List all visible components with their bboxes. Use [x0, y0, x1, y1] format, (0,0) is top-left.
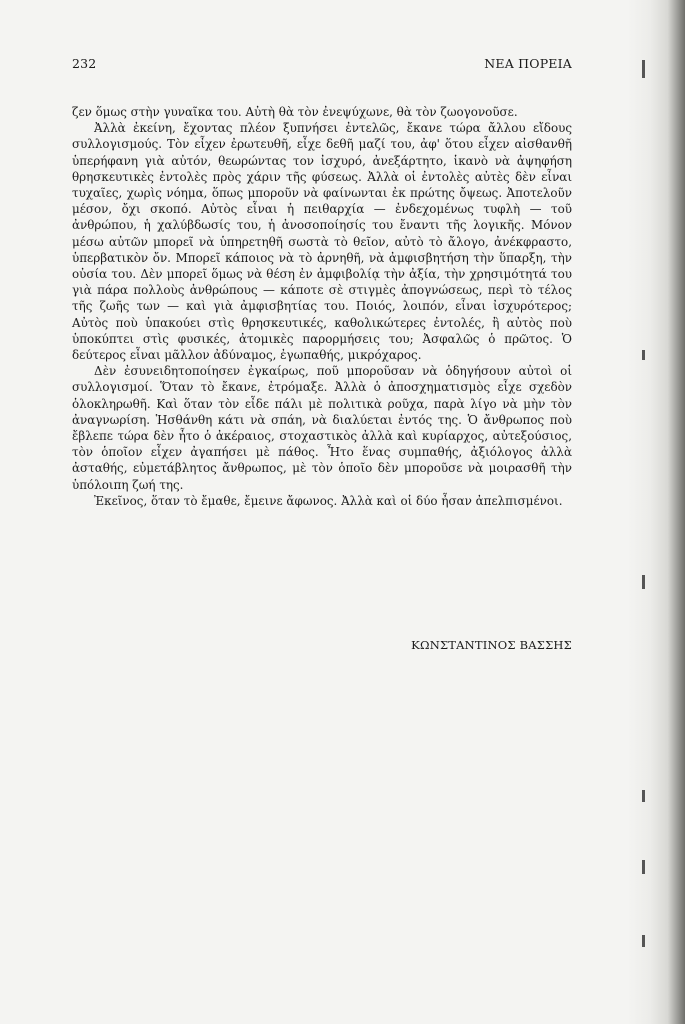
paragraph: Ἀλλὰ ἐκείνη, ἔχοντας πλέον ξυπνήσει ἐντελῶς, ἔκανε τώρα ἄλλου εἴδους συλλογισμούς. Τὸν εἶχεν ἐρωτευθῆ, εἶχε δεθῆ μαζί του, ἀφ' ὅτου εἶχεν αἰσθανθῆ ὑπερήφανη γιὰ αὐτόν, θεωρώντας τον ἰσχυρό, ἀνεξάρτητο, ἱκανὸ νὰ ἀψηφήση θρησκευτικὲς ἐντολὲς πρὸς χάριν τῆς φύσεως. Ἀλλὰ οἱ ἐντολὲς αὐτὲς δὲν εἶναι τυχαῖες, χωρὶς νόημα, ὅπως μποροῦν νὰ φαίνωνται ἐκ πρώτης ὄψεως. Ἀποτελοῦν μέσον, ὄχι σκοπό. Αὐτὸς εἶναι ἡ πειθαρχία — ἐνδεχομένως τυφλὴ — τοῦ ἀνθρώπου, ἡ χαλύβδωσίς του, ἡ ἀνοσοποίησίς του ἔναντι τῆς λογικῆς. Μόνον μέσω αὐτῶν μπορεῖ νὰ ὑπηρετηθῆ σωστὰ τὸ θεῖον, αὐτὸ τὸ ἄλογο, ἀνέκφραστο, ὑπερβατικὸν ὄν. Μπορεῖ κάποιος νὰ τὸ ἀρνηθῆ, νὰ ἀμφισβητήση τὴν ὕπαρξη, τὴν οὐσία του. Δὲν μπορεῖ ὅμως νὰ θέση ἐν ἀμφιβολίᾳ τὴν ἀξία, τὴν χρησιμότητά του γιὰ πάρα πολλοὺς ἀνθρώπους — κάποτε σὲ στιγμὲς ἀπογνώσεως, περὶ τὸ τέλος τῆς ζωῆς των — καὶ γιὰ ἀμφισβητίας του. Ποιός, λοιπόν, εἶναι ἰσχυρότερος; Αὐτὸς ποὺ ὑπακούει στὶς θρησκευτικές, καθολικώτερες ἐντολές, ἢ αὐτὸς ποὺ ὑποκύπτει στὶς φυσικές, ἀτομικὲς παρορμήσεις του; Ἀσφαλῶς ὁ πρῶτος. Ὁ δεύτερος εἶναι μᾶλλον ἀδύναμος, ἐγωπαθής, μικρόχαρος. [72, 121, 572, 363]
binding-mark [642, 350, 645, 360]
binding-mark [642, 60, 645, 78]
journal-title: ΝΕΑ ΠΟΡΕΙΑ [484, 56, 572, 71]
paragraph: Δὲν ἐσυνειδητοποίησεν ἐγκαίρως, ποῦ μποροῦσαν νὰ ὁδηγήσουν αὐτοὶ οἱ συλλογισμοί. Ὅταν τὸ ἔκανε, ἐτρόμαξε. Ἀλλὰ ὁ ἀποσχηματισμὸς εἶχε σχεδὸν ὁλοκληρωθῆ. Καὶ ὅταν τὸν εἶδε πάλι μὲ πολιτικὰ ροῦχα, παρὰ λίγο νὰ μὴν τὸν ἀναγνωρίση. Ἡσθάνθη κάτι νὰ σπάη, νὰ διαλύεται ἐντός της. Ὁ ἄνθρωπος ποὺ ἔβλεπε τώρα δὲν ἦτο ὁ ἀκέραιος, στοχαστικὸς ἀλλὰ καὶ κυρίαρχος, αὐτεξούσιος, τὸν ὁποῖον εἶχεν ἀγαπήσει μὲ πάθος. Ἦτο ἕνας συμπαθής, ἀξιόλογος ἀλλὰ ἀσταθής, εὐμετάβλητος ἄνθρωπος, μὲ τὸν ὁποῖο δὲν μποροῦσε νὰ μοιρασθῆ τὴν ὑπόλοιπη ζωή της. [72, 364, 572, 492]
paragraph: Ἐκεῖνος, ὅταν τὸ ἔμαθε, ἔμεινε ἄφωνος. Ἀλλὰ καὶ οἱ δύο ἦσαν ἀπελπισμένοι. [94, 493, 563, 508]
author-signature: ΚΩΝΣΤΑΝΤΙΝΟΣ ΒΑΣΣΗΣ [411, 638, 572, 652]
page-number: 232 [72, 56, 97, 71]
page-gutter-shadow [627, 0, 685, 1024]
binding-mark [642, 860, 645, 874]
running-header [72, 56, 572, 71]
binding-mark [642, 790, 645, 802]
binding-mark [642, 575, 645, 589]
binding-mark [642, 935, 645, 947]
paragraph: ζεν ὅμως στὴν γυναῖκα του. Αὐτὴ θὰ τὸν ἐνεψύχωνε, θὰ τὸν ζωογονοῦσε. [72, 105, 518, 119]
article-body [72, 104, 572, 509]
